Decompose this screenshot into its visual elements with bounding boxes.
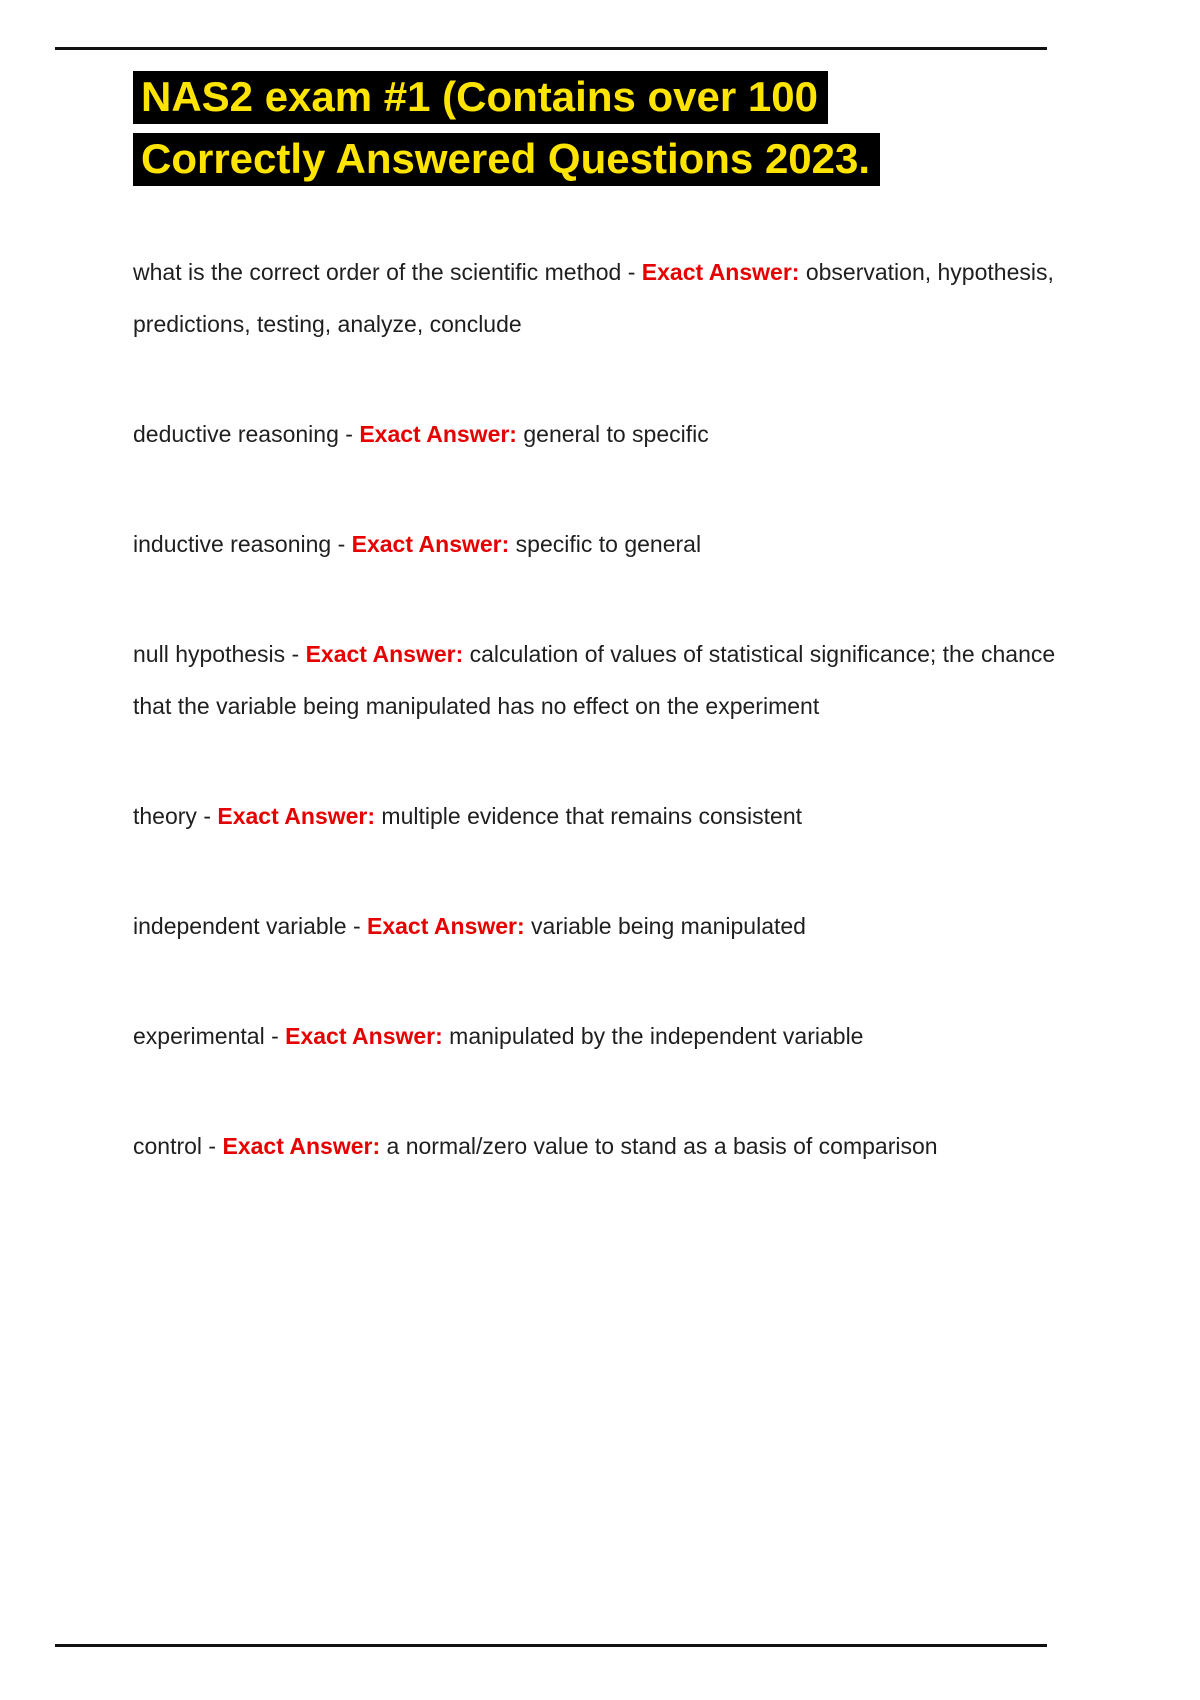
exact-answer-label: Exact Answer: <box>222 1133 381 1159</box>
answer-text: specific to general <box>509 531 702 557</box>
question-text: what is the correct order of the scientific method - <box>133 259 642 285</box>
bottom-rule <box>55 1644 1047 1647</box>
qa-item <box>133 246 1068 350</box>
exact-answer-label: Exact Answer: <box>285 1023 443 1049</box>
page-content <box>133 66 1068 1230</box>
qa-item <box>133 628 1068 732</box>
question-text: theory - <box>133 803 218 829</box>
exact-answer-label: Exact Answer: <box>367 913 525 939</box>
exact-answer-label: Exact Answer: <box>641 259 800 285</box>
qa-item <box>133 1120 1068 1172</box>
qa-item <box>133 408 1068 460</box>
exact-answer-label: Exact Answer: <box>351 531 510 557</box>
page-title-text: NAS2 exam #1 (Contains over 100 Correctly Answered Questions 2023. <box>133 71 880 186</box>
answer-text: calculation of values of statistical significance; the chance that the variable being manipulated has no effect on the experiment <box>133 641 1056 719</box>
exact-answer-label: Exact Answer: <box>217 803 376 829</box>
question-text: deductive reasoning - <box>133 421 360 447</box>
qa-list <box>133 246 1068 1172</box>
answer-text: general to specific <box>516 421 709 447</box>
exact-answer-label: Exact Answer: <box>305 641 464 667</box>
question-text: experimental - <box>133 1023 286 1049</box>
answer-text: variable being manipulated <box>524 913 806 939</box>
exact-answer-label: Exact Answer: <box>359 421 517 447</box>
answer-text: a normal/zero value to stand as a basis of comparison <box>380 1133 938 1159</box>
answer-text: manipulated by the independent variable <box>442 1023 864 1049</box>
question-text: inductive reasoning - <box>133 531 352 557</box>
question-text: null hypothesis - <box>133 641 306 667</box>
qa-item <box>133 518 1068 570</box>
top-rule <box>55 47 1047 50</box>
qa-item <box>133 1010 1068 1062</box>
answer-text: multiple evidence that remains consistent <box>375 803 803 829</box>
page-title <box>133 66 973 190</box>
question-text: independent variable - <box>133 913 367 939</box>
answer-text: observation, hypothesis, predictions, testing, analyze, conclude <box>133 259 1054 337</box>
qa-item <box>133 790 1068 842</box>
question-text: control - <box>133 1133 223 1159</box>
qa-item <box>133 900 1068 952</box>
